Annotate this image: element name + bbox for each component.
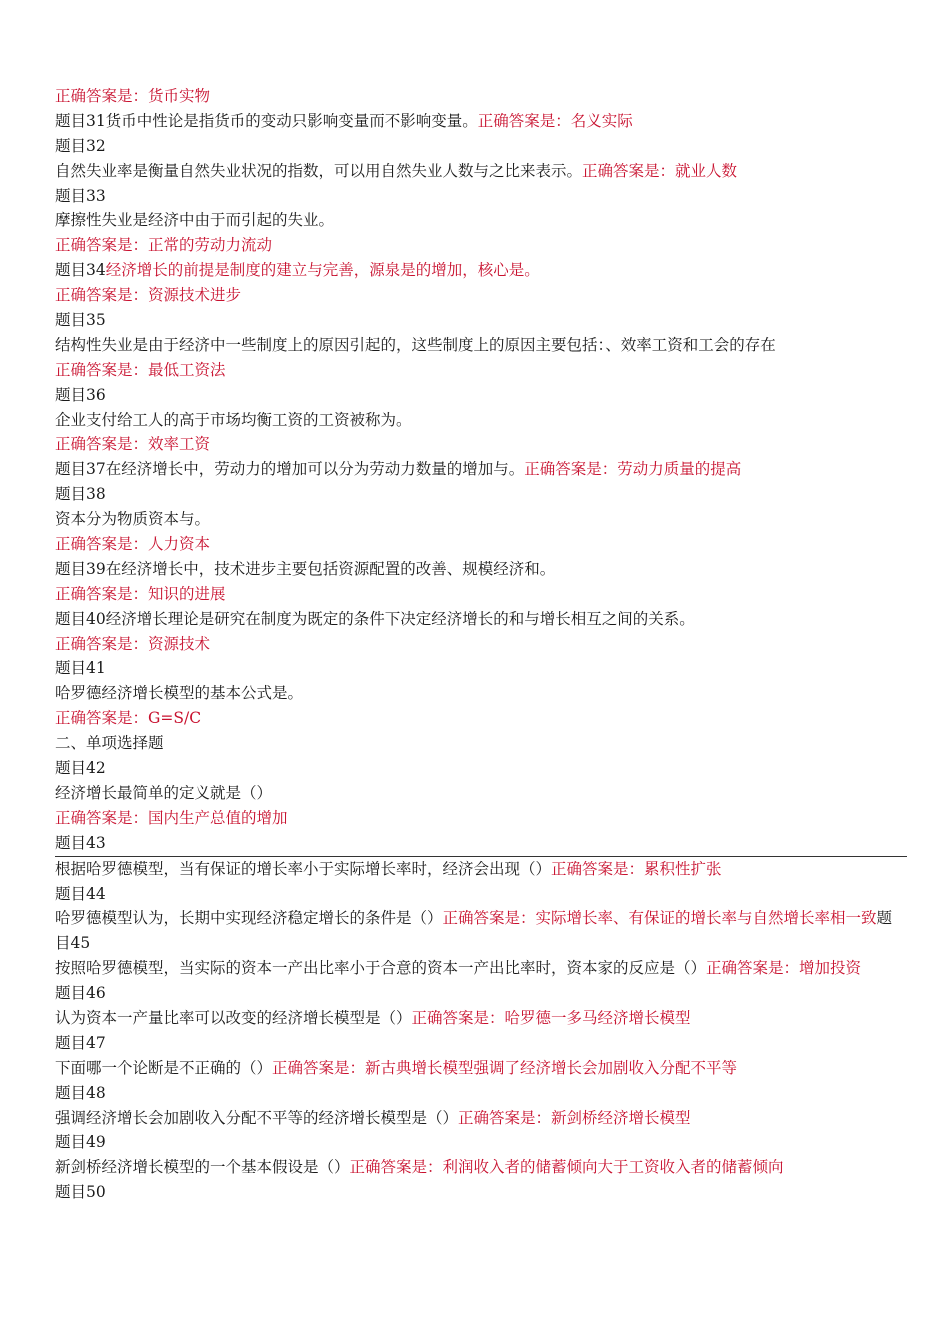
text-line: 正确答案是：资源技术 xyxy=(55,634,211,653)
text-paragraph: 哈罗德模型认为，长期中实现经济稳定增长的条件是（）正确答案是：实际增长率、有保证的增长率与自然增长率相一致题目45 xyxy=(55,909,893,953)
text-line: 正确答案是：正常的劳动力流动 xyxy=(55,236,273,255)
text-line: 正确答案是：知识的进展 xyxy=(55,584,226,603)
text-line: 正确答案是：最低工资法 xyxy=(55,360,226,379)
text-line: 题目34经济增长的前提是制度的建立与完善，源泉是的增加，核心是。 xyxy=(55,261,540,280)
text-line: 题目46 xyxy=(55,984,106,1003)
text-line: 题目33 xyxy=(55,186,106,205)
text-line: 自然失业率是衡量自然失业状况的指数，可以用自然失业人数与之比来表示。正确答案是：就业人数 xyxy=(55,161,738,180)
section-heading: 二、单项选择题 xyxy=(55,734,164,753)
text-line: 根据哈罗德模型，当有保证的增长率小于实际增长率时，经济会出现（）正确答案是：累积性扩张 xyxy=(55,859,722,878)
text-line: 题目32 xyxy=(55,136,106,155)
text-line: 题目35 xyxy=(55,311,106,330)
text-line: 题目44 xyxy=(55,884,106,903)
text-line: 资本分为物质资本与。 xyxy=(55,510,211,529)
text-line: 正确答案是：资源技术进步 xyxy=(55,286,242,305)
document-page xyxy=(55,84,907,1205)
text-line: 认为资本一产量比率可以改变的经济增长模型是（）正确答案是：哈罗德一多马经济增长模型 xyxy=(55,1009,691,1027)
text-line: 题目42 xyxy=(55,759,106,778)
text-line: 下面哪一个论断是不正确的（）正确答案是：新古典增长模型强调了经济增长会加剧收入分配不平等 xyxy=(55,1058,738,1077)
text-line: 题目41 xyxy=(55,659,106,678)
text-line: 题目39在经济增长中，技术进步主要包括资源配置的改善、规模经济和。 xyxy=(55,559,556,578)
text-line: 题目37在经济增长中，劳动力的增加可以分为劳动力数量的增加与。正确答案是：劳动力质量的提高 xyxy=(55,460,742,479)
text-line: 新剑桥经济增长模型的一个基本假设是（）正确答案是：利润收入者的储蓄倾向大于工资收入者的储蓄倾向 xyxy=(55,1158,784,1177)
text-line: 结构性失业是由于经济中一些制度上的原因引起的，这些制度上的原因主要包括：、效率工资和工会的存在 xyxy=(55,335,776,354)
text-line: 题目50 xyxy=(55,1183,106,1202)
text-line: 题目47 xyxy=(55,1033,106,1052)
text-line: 哈罗德经济增长模型的基本公式是。 xyxy=(55,684,304,703)
text-line: 题目31货币中性论是指货币的变动只影响变量而不影响变量。正确答案是：名义实际 xyxy=(55,111,633,130)
text-line-with-rule: 题目43 xyxy=(55,831,907,857)
text-line: 题目38 xyxy=(55,485,106,504)
text-line: 题目36 xyxy=(55,385,106,404)
text-line: 题目48 xyxy=(55,1083,106,1102)
text-line: 正确答案是：国内生产总值的增加 xyxy=(55,808,288,827)
text-line: 题目40经济增长理论是研究在制度为既定的条件下决定经济增长的和与增长相互之间的关系。 xyxy=(55,609,695,628)
text-paragraph: 按照哈罗德模型，当实际的资本一产出比率小于合意的资本一产出比率时，资本家的反应是（）正确答案是：增加投资 xyxy=(55,959,862,978)
text-line: 正确答案是：人力资本 xyxy=(55,535,211,554)
text-line: 正确答案是：效率工资 xyxy=(55,435,211,454)
text-line: 正确答案是：G=S/C xyxy=(55,709,202,728)
text-line: 题目49 xyxy=(55,1133,106,1152)
text-line: 企业支付给工人的高于市场均衡工资的工资被称为。 xyxy=(55,410,412,429)
text-line: 正确答案是：货币实物 xyxy=(55,87,211,105)
text-line: 经济增长最简单的定义就是（） xyxy=(55,783,273,802)
text-line: 强调经济增长会加剧收入分配不平等的经济增长模型是（）正确答案是：新剑桥经济增长模型 xyxy=(55,1108,691,1127)
text-line: 摩擦性失业是经济中由于而引起的失业。 xyxy=(55,211,335,230)
